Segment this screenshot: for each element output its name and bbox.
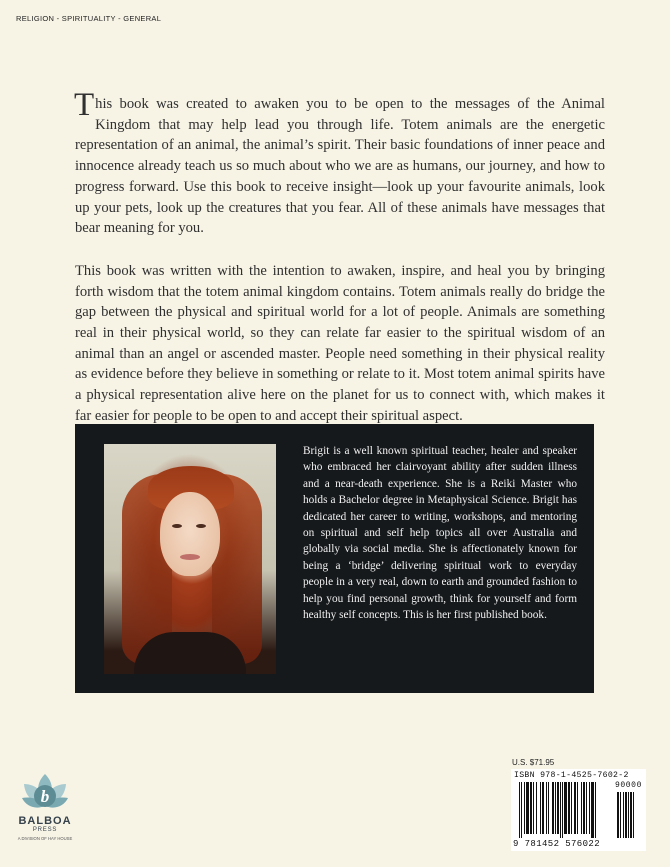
back-cover-blurb [74, 87, 605, 427]
barcode-bars [519, 782, 643, 840]
ean5-number: 90000 [614, 781, 642, 790]
price-label: U.S. $71.95 [512, 758, 555, 767]
blurb-paragraph-1 [74, 87, 605, 239]
publisher-sub: PRESS [32, 827, 58, 833]
publisher-logo [14, 772, 76, 841]
barcode [511, 769, 646, 851]
lotus-icon [20, 772, 70, 814]
isbn-text: ISBN 978-1-4525-7602-2 [514, 771, 629, 780]
author-bio: Brigit is a well known spiritual teacher, healer and speaker who embraced her clairvoyant ability after sudden illness and a near-death experience. She is a Reiki Master who holds a Bachelor degree in Metaphysical Science. Brigit has dedicated her career to writing, workshops, and mentoring on spiritual and self help topics all over Australia and globally via social media. She is affectionately known for being a ‘bridge’ delivering spiritual work to everyday people in a very real, down to earth and grounded fashion to help you find personal growth, think for yourself and form healthy self concepts. This is her first published book. [303, 445, 577, 622]
drop-cap: T [74, 87, 95, 123]
blurb-paragraph-1-text: his book was created to awaken you to be open to the messages of the Animal Kingdom that may help lead you through life. Totem animals are the energetic representation of an animal, the animal’s spirit. Their basic foundations of inner peace and innocence already teach us so much about who we are as humans, our journey, and how to progress forward. Use this book to receive insight—look up your favourite animals, look up your pets, look up the creatures that you fear. All of these animals have messages that bear meaning for you. [75, 96, 605, 237]
author-photo [104, 444, 276, 674]
publisher-division: A DIVISION OF HAY HOUSE [17, 836, 73, 841]
svg-text:b: b [40, 787, 50, 806]
category-label: RELIGION - SPIRITUALITY - GENERAL [16, 14, 162, 23]
author-panel [75, 424, 594, 693]
ean13-number: 9 781452 576022 [513, 839, 601, 849]
blurb-paragraph-2: This book was written with the intention to awaken, inspire, and heal you by bringing forth wisdom that the totem animal kingdom contains. Totem animals really do bridge the gap between the physical and spiritual world for a lot of people. Animals are something real in their physical world, so they can relate far easier to the spiritual wisdom of an animal than an angel or ascended master. People need something in their physical reality as evidence before they believe in something or relate to it. Most totem animal spirits have a physical representation alive here on the planet for us to connect with, which makes it far easier for people to be open to and accept their spiritual aspect. [75, 262, 605, 424]
publisher-name: BALBOA [18, 815, 72, 827]
